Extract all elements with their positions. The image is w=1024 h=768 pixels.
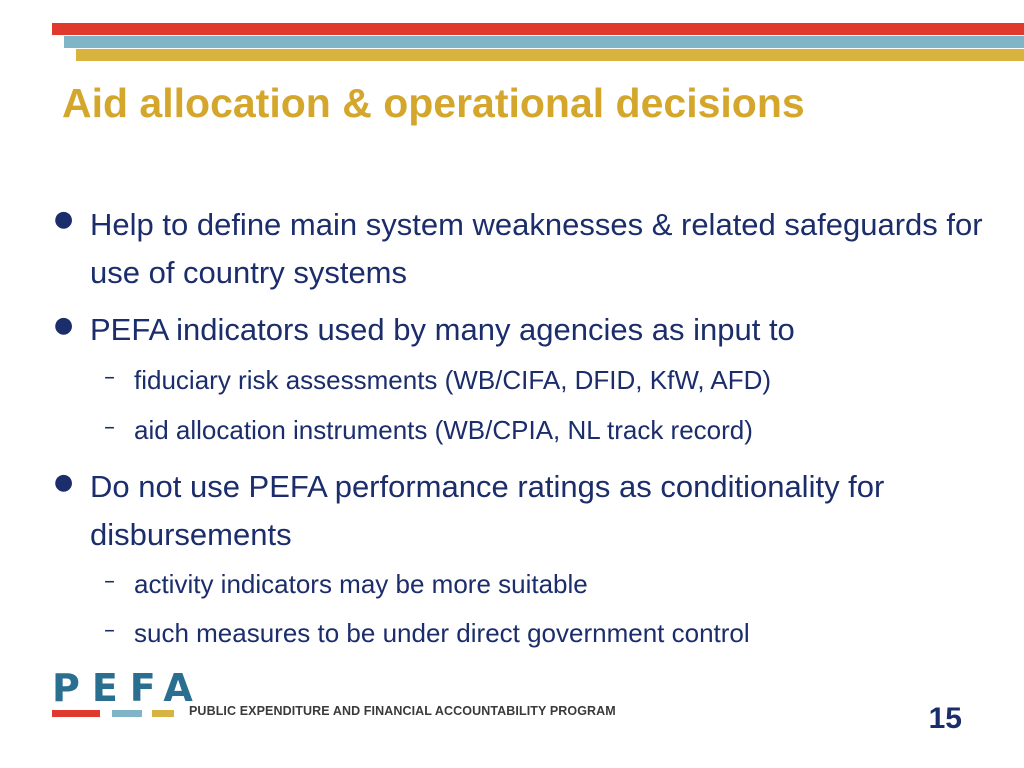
bullet-item-3: Do not use PEFA performance ratings as conditionality for disbursements — [90, 469, 885, 552]
top-stripe-blue — [64, 36, 1024, 48]
sub-bullet-dash-3-2: – — [104, 618, 115, 643]
bullet-dot-1: ● — [54, 207, 74, 232]
sub-bullet-dash-3-1: – — [104, 569, 115, 594]
sub-bullet-item-3-2: such measures to be under direct government control — [134, 618, 750, 648]
bullet-item-2: PEFA indicators used by many agencies as input to — [90, 312, 795, 347]
logo-bar-gold — [152, 710, 174, 717]
sub-bullet-dash-2-1: – — [104, 365, 115, 390]
top-stripe-red — [52, 23, 1024, 35]
bullet-dot-2: ● — [54, 313, 74, 338]
top-stripe-gold — [76, 49, 1024, 61]
pefa-logo-subtitle: PUBLIC EXPENDITURE AND FINANCIAL ACCOUNTABILITY PROGRAM — [189, 704, 616, 718]
logo-bar-blue — [112, 710, 142, 717]
slide-title: Aid allocation & operational decisions — [62, 80, 805, 126]
sub-bullet-dash-2-2: – — [104, 415, 115, 440]
sub-bullet-item-3-1: activity indicators may be more suitable — [134, 569, 588, 599]
logo-bar-red — [52, 710, 100, 717]
sub-bullet-item-2-1: fiduciary risk assessments (WB/CIFA, DFID, KfW, AFD) — [134, 365, 772, 395]
pefa-logo-wordmark: PEFA — [52, 666, 205, 710]
sub-bullet-item-2-2: aid allocation instruments (WB/CPIA, NL track record) — [134, 415, 753, 445]
page-number: 15 — [928, 702, 962, 735]
bullet-dot-3: ● — [54, 470, 74, 495]
bullet-item-1: Help to define main system weaknesses & related safeguards for use of country systems — [90, 207, 983, 290]
